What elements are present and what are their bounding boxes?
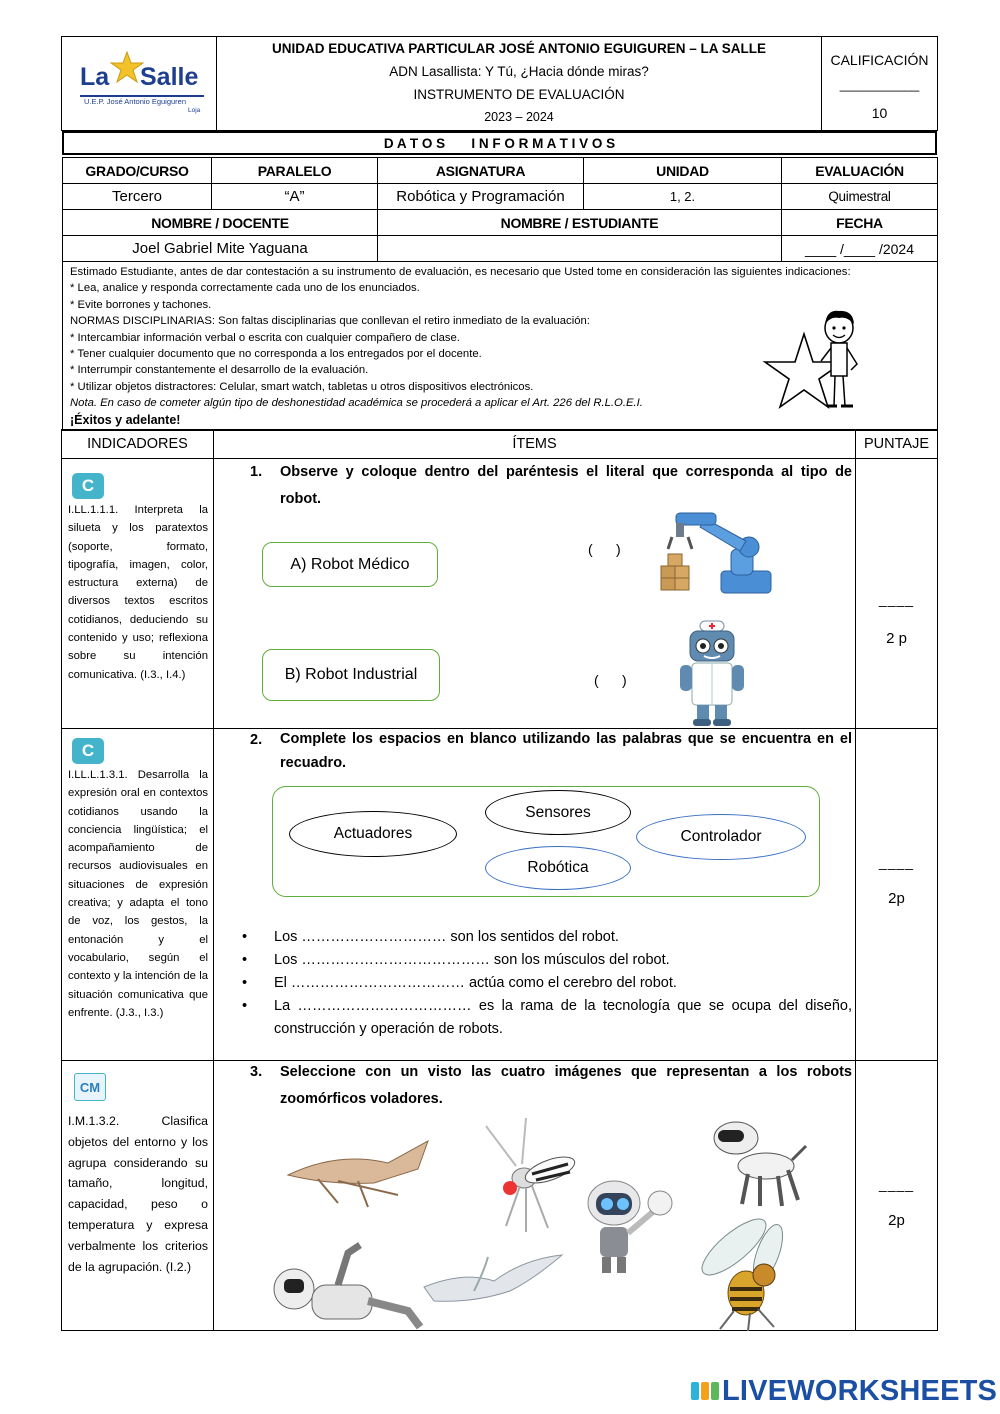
instruction-line: * Lea, analice y responda correctamente cada uno de los enunciados. — [70, 282, 420, 295]
brand-text: LIVEWORKSHEETS — [722, 1374, 998, 1407]
row-2-score-cell — [855, 728, 938, 1061]
word-bank-box — [272, 786, 820, 897]
logo-cell — [61, 36, 217, 131]
row-1-indicator-cell — [61, 458, 214, 729]
instruction-note: Nota. En caso de cometer algún tipo de deshonestidad académica se procederá a aplicar el Art. 226 del R.L.O.E.I. — [70, 397, 643, 410]
indicator-text: I.LL.1.1.1. Interpreta la silueta y los paratextos (soporte, formato, tipografía, imagen, color, estructura externa) de diversos textos escritos cotidianos, deduciendo su contenido y uso; reflexiona sobre su intención comunicativa. (I.3., I.4.) — [68, 504, 208, 681]
bullet-dot: • — [242, 975, 248, 991]
row-3-indicator-cell — [61, 1060, 214, 1331]
word-label: Sensores — [525, 803, 591, 821]
header-grado: GRADO/CURSO — [62, 157, 212, 184]
question-2-number: 2. — [250, 732, 263, 748]
header-docente: NOMBRE / DOCENTE — [62, 209, 378, 236]
header-paralelo: PARALELO — [211, 157, 378, 184]
header-evaluacion: EVALUACIÓN — [781, 157, 938, 184]
bullet-dot: • — [242, 929, 248, 945]
school-name: UNIDAD EDUCATIVA PARTICULAR JOSÉ ANTONIO EGUIGUREN – LA SALLE — [271, 41, 767, 56]
option-a-box — [262, 542, 438, 587]
score-blank-1[interactable]: ____ — [878, 591, 915, 607]
liveworksheets-logo — [690, 1373, 997, 1409]
logo-text-la: La — [80, 63, 110, 91]
grade-cell — [821, 36, 938, 131]
ornithopter-image[interactable] — [278, 1133, 438, 1213]
word-label: Actuadores — [333, 825, 413, 842]
question-1-text: Observe y coloque dentro del paréntesis el literal que corresponda al tipo de robot. — [280, 464, 852, 507]
lying-robot-image[interactable] — [268, 1241, 428, 1331]
student-name-field[interactable] — [377, 235, 782, 262]
instrument-title: INSTRUMENTO DE EVALUACIÓN — [413, 87, 625, 102]
grade-value: 10 — [871, 105, 888, 121]
header-estudiante: NOMBRE / ESTUDIANTE — [377, 209, 782, 236]
score-value-3: 2p — [888, 1212, 905, 1229]
row-3-score-cell — [855, 1060, 938, 1331]
header-unidad: UNIDAD — [583, 157, 782, 184]
medical-robot-image — [672, 619, 762, 729]
word-sensores — [485, 790, 631, 835]
badge-label: CM — [79, 1079, 101, 1095]
motto: ADN Lasallista: Y Tú, ¿Hacia dónde miras? — [389, 64, 649, 79]
items-header: ÍTEMS — [213, 429, 856, 459]
score-value-2: 2p — [888, 890, 905, 907]
question-2-text: Complete los espacios en blanco utilizando las palabras que se encuentra en el recuadro. — [280, 731, 852, 771]
indicators-header: INDICADORES — [61, 429, 214, 459]
datos-informativos-bar — [62, 131, 937, 155]
word-robotica — [485, 846, 631, 890]
instructions-box — [62, 261, 938, 431]
liveworksheets-icon — [690, 1376, 720, 1406]
instruction-line: * Tener cualquier documento que no corresponda a los entregados por el docente. — [70, 348, 482, 361]
fill-blank-sentence[interactable]: Los ………………………………… son los músculos del robot. — [274, 952, 670, 968]
instruction-line: * Utilizar objetos distractores: Celular, smart watch, tabletas u otros dispositivos electrónicos. — [70, 380, 534, 393]
grade-line[interactable]: ___________ — [839, 77, 920, 92]
value-evaluacion: Quimestral — [781, 183, 938, 210]
option-a-label: A) Robot Médico — [290, 555, 410, 573]
question-1-number: 1. — [250, 464, 263, 480]
row-1-items-cell — [213, 458, 856, 729]
word-actuadores — [289, 811, 457, 857]
date-field[interactable]: ____ /____ /2024 — [781, 235, 938, 262]
answer-paren-2[interactable]: ( ) — [594, 672, 627, 688]
competence-cm-badge — [74, 1073, 106, 1101]
option-b-label: B) Robot Industrial — [284, 666, 418, 683]
instruction-closing: ¡Éxitos y adelante! — [70, 412, 181, 427]
fill-blank-sentence[interactable]: Los ………………………… son los sentidos del robot. — [274, 929, 619, 945]
value-paralelo: “A” — [211, 183, 378, 210]
bird-robot-image[interactable] — [414, 1251, 564, 1321]
question-3-number: 3. — [250, 1064, 263, 1080]
la-salle-logo — [80, 51, 204, 119]
header-title-block — [217, 36, 821, 131]
score-value-1: 2 p — [886, 630, 907, 647]
instruction-line: * Interrumpir constantemente el desarrollo de la evaluación. — [70, 364, 369, 377]
score-blank-2[interactable]: ____ — [878, 854, 915, 870]
header-fecha: FECHA — [781, 209, 938, 236]
star-icon — [110, 51, 144, 85]
option-b-box — [262, 649, 440, 701]
robot-dog-image[interactable] — [708, 1116, 808, 1211]
row-1-score-cell — [855, 458, 938, 729]
word-label: Controlador — [680, 828, 762, 845]
logo-city: Loja — [188, 107, 201, 114]
row-2-indicator-cell — [61, 728, 214, 1061]
word-label: Robótica — [527, 859, 589, 876]
question-3-text: Seleccione con un visto las cuatro imágenes que representan a los robots zoomórficos voladores. — [280, 1064, 852, 1107]
mosquito-robot-image[interactable] — [476, 1116, 576, 1236]
word-controlador — [636, 814, 806, 860]
competence-c-badge — [72, 473, 104, 499]
school-year: 2023 – 2024 — [484, 110, 554, 124]
score-header: PUNTAJE — [855, 429, 938, 459]
answer-paren-1[interactable]: ( ) — [588, 541, 621, 557]
datos-title: D A T O S I N F O R M A T I V O S — [383, 135, 616, 151]
student-star-illustration — [761, 306, 871, 421]
value-grado: Tercero — [62, 183, 212, 210]
grade-label: CALIFICACIÓN — [830, 52, 929, 68]
waving-robot-image[interactable] — [574, 1171, 684, 1276]
instruction-line: * Intercambiar información verbal o escrita con cualquier compañero de clase. — [70, 331, 460, 344]
logo-text-salle: Salle — [140, 63, 199, 91]
indicator-text: I.M.1.3.2. Clasifica objetos del entorno y los agrupa considerando su tamaño, longitud, capacidad, peso o temperatura y expresa verbalmente los criterios de la agrupación. (I.2.) — [68, 1114, 208, 1274]
indicator-text: I.LL.L.1.3.1. Desarrolla la expresión oral en contextos cotidianos usando la conciencia lingüística; el acompañamiento de recursos audiovisuales en situaciones de expresión creativa; y adapta el tono de voz, los gestos, la entonación y el vocabulario, según el contexto y la intención de la situación comunicativa que enfrente. (J.3., I.3.) — [68, 769, 208, 1019]
fill-blank-sentence[interactable]: El ……………………………… actúa como el cerebro del robot. — [274, 975, 677, 991]
instruction-line: NORMAS DISCIPLINARIAS: Son faltas disciplinarias que conllevan el retiro inmediato de la evaluación: — [70, 315, 590, 328]
value-asignatura: Robótica y Programación — [377, 183, 584, 210]
industrial-robot-image — [656, 511, 776, 596]
bullet-dot: • — [242, 998, 248, 1014]
badge-label: C — [81, 741, 95, 760]
badge-label: C — [81, 476, 95, 495]
logo-subtitle: U.E.P. José Antonio Eguiguren — [84, 97, 187, 106]
row-3-items-cell — [213, 1060, 856, 1331]
competence-c-badge — [72, 738, 104, 764]
fill-blank-sentence[interactable]: La ……………………………… es la rama de la tecnología que se ocupa del diseño, construcción y operación de robots. — [274, 998, 852, 1037]
instruction-line: Estimado Estudiante, antes de dar contestación a su instrumento de evaluación, es necesario que Usted tome en consideración las siguientes indicaciones: — [70, 266, 851, 278]
row-2-items-cell — [213, 728, 856, 1061]
bee-robot-image[interactable] — [690, 1201, 800, 1331]
header-asignatura: ASIGNATURA — [377, 157, 584, 184]
instruction-line: * Evite borrones y tachones. — [70, 298, 212, 311]
score-blank-3[interactable]: ____ — [878, 1176, 915, 1192]
value-unidad: 1, 2. — [583, 183, 782, 210]
bullet-dot: • — [242, 952, 248, 968]
value-docente: Joel Gabriel Mite Yaguana — [62, 235, 378, 262]
